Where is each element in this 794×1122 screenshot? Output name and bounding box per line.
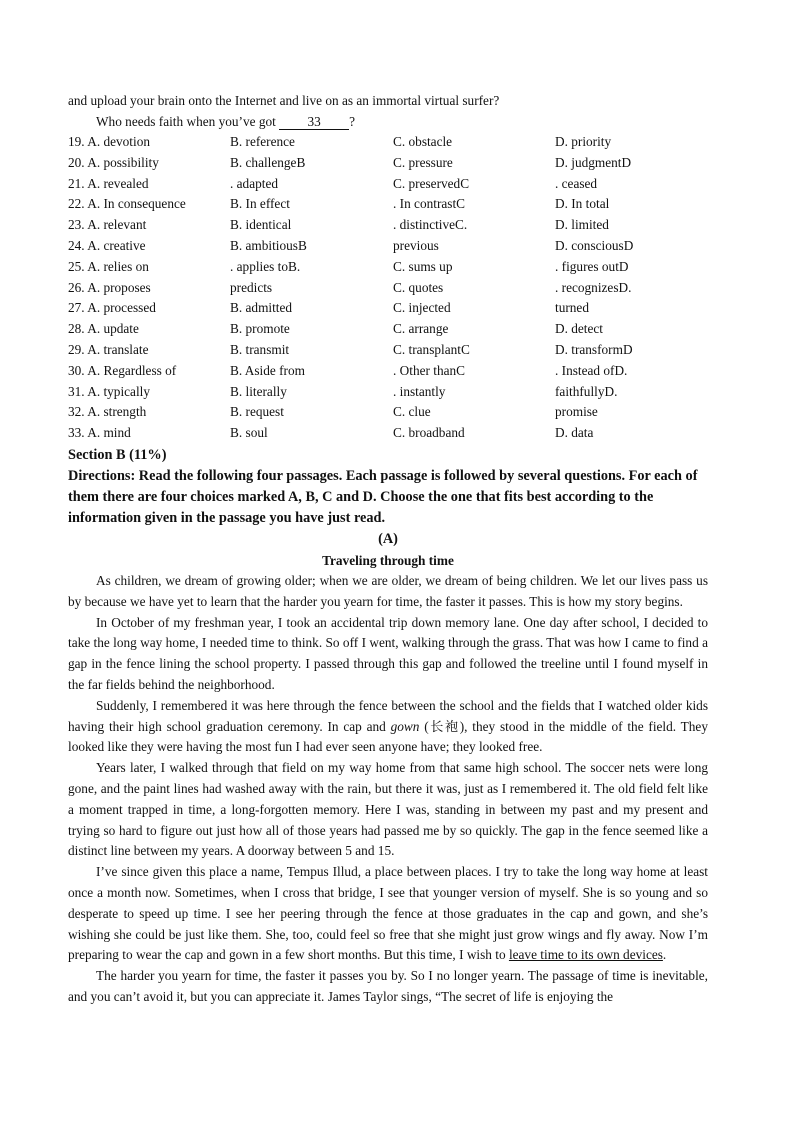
paragraph-4: Years later, I walked through that field on my way home from that same high school. The soccer nets were long gone, and the paint lines had washed away with the rain, but there it was, just as I remembered it. The old field felt like a moment trapped in time, a long-forgotten memory. Here I was, standing in between my past and my present and trying so hard to figure out just how all of those years had passed me by so quickly. The gap in the fence seemed like a distinct line between my years. A doorway between 5 and 15. — [68, 760, 708, 859]
option-cell: . instantly — [393, 383, 446, 399]
answer-blank-33: 33 — [279, 114, 349, 130]
option-row — [68, 340, 708, 361]
option-cell: 30. A. Regardless of — [68, 362, 177, 378]
option-cell: . ceased — [555, 175, 598, 191]
option-row — [68, 278, 708, 299]
option-cell: 29. A. translate — [68, 341, 149, 357]
option-cell: previous — [393, 237, 439, 253]
option-cell: . applies toB. — [230, 258, 301, 274]
option-cell: . distinctiveC. — [393, 217, 468, 233]
option-cell: D. detect — [555, 321, 603, 337]
option-cell: 31. A. typically — [68, 383, 150, 399]
option-row — [68, 215, 708, 236]
option-row — [68, 382, 708, 403]
passage-title: Traveling through time — [322, 552, 454, 568]
option-cell: . recognizesD. — [555, 279, 632, 295]
paragraph-3-part-a: Suddenly, I remembered it was here through the fence between the school and the fields that I watched older kids having their high school graduation ceremony. In cap and — [68, 697, 708, 734]
option-cell: 27. A. processed — [68, 300, 156, 316]
option-cell: C. broadband — [393, 425, 465, 441]
option-row — [68, 361, 708, 382]
paragraph-3 — [68, 696, 708, 758]
option-cell: C. obstacle — [393, 134, 453, 149]
option-cell: B. identical — [230, 217, 292, 233]
section-title: Section B (11%) — [68, 446, 167, 463]
option-cell: 22. A. In consequence — [68, 196, 186, 212]
passage-label: (A) — [378, 530, 398, 547]
option-cell: B. request — [230, 404, 284, 420]
option-cell: D. judgmentD — [555, 154, 632, 170]
option-cell: 23. A. relevant — [68, 217, 147, 233]
option-cell: D. In total — [555, 196, 610, 212]
option-row — [68, 423, 708, 444]
option-cell: 24. A. creative — [68, 237, 146, 253]
question-mark: ? — [349, 114, 356, 129]
option-cell: predicts — [230, 279, 273, 295]
option-row — [68, 402, 708, 423]
option-cell: C. arrange — [393, 321, 449, 337]
option-cell: 20. A. possibility — [68, 154, 159, 170]
option-cell: D. priority — [555, 134, 612, 149]
option-cell: B. literally — [230, 383, 287, 399]
underlined-phrase: leave time to its own devices — [508, 947, 663, 963]
options-table — [68, 132, 708, 444]
option-cell: turned — [555, 300, 589, 316]
paragraph-3-part-b: (长袍), they stood in the middle of the field. They looked like they were having the most fun I had ever seen anyone have; they looked free. — [68, 718, 708, 755]
option-cell: B. transmit — [230, 341, 290, 357]
option-row — [68, 319, 708, 340]
option-cell: . Other thanC — [393, 362, 466, 378]
cloze-tail-line-2 — [68, 111, 708, 132]
option-cell: 33. A. mind — [68, 425, 131, 441]
option-cell: . In contrastC — [393, 196, 466, 212]
italic-gown: gown — [390, 718, 420, 734]
option-row — [68, 174, 708, 195]
option-cell: B. In effect — [230, 196, 290, 212]
option-cell: B. admitted — [230, 300, 293, 316]
option-cell: B. promote — [230, 321, 290, 337]
option-cell: 26. A. proposes — [68, 279, 151, 295]
option-cell: D. limited — [555, 217, 609, 233]
option-row — [68, 194, 708, 215]
option-cell: D. transformD — [555, 341, 633, 357]
option-cell: C. injected — [393, 300, 451, 316]
option-cell: C. clue — [393, 404, 431, 420]
paragraph-1: As children, we dream of growing older; when we are older, we dream of being children. We let our lives pass us by because we have yet to learn that the harder you yearn for time, the faster it passes. This is how my story begins. — [68, 572, 708, 609]
option-cell: D. data — [555, 425, 594, 441]
option-cell: B. challengeB — [230, 154, 306, 170]
option-cell: . figures outD — [555, 258, 629, 274]
option-cell: . adapted — [230, 175, 278, 191]
option-row — [68, 132, 708, 153]
option-cell: faithfullyD. — [555, 383, 618, 399]
option-cell: C. pressure — [393, 154, 453, 170]
option-cell: 28. A. update — [68, 321, 139, 337]
option-cell: 19. A. devotion — [68, 134, 150, 149]
option-row — [68, 298, 708, 319]
option-cell: 32. A. strength — [68, 404, 147, 420]
option-row — [68, 153, 708, 174]
option-row — [68, 236, 708, 257]
cloze-question-text: Who needs faith when you’ve got — [96, 114, 276, 129]
option-cell: B. ambitiousB — [230, 237, 307, 253]
paragraph-5 — [68, 862, 708, 966]
option-cell: C. quotes — [393, 279, 444, 295]
option-cell: B. Aside from — [230, 362, 305, 378]
option-cell: C. preservedC — [393, 175, 470, 191]
option-cell: C. transplantC — [393, 341, 470, 357]
option-row — [68, 257, 708, 278]
exam-page — [68, 90, 708, 1008]
option-cell: promise — [555, 404, 598, 420]
paragraph-6: The harder you yearn for time, the faster it passes you by. So I no longer yearn. The passage of time is inevitable, and you can’t avoid it, but you can appreciate it. James Taylor sings, “The secret of life is enjoying the — [68, 968, 708, 1004]
paragraph-5-part-a: I’ve since given this place a name, Tempus Illud, a place between places. I try to take the long way home at least once a month now. Sometimes, when I cross that bridge, I see that younger version of myself. She is so young and so desperate to speed up time. I see her peering through the fence at those graduates in the cap and gown, and she’s wishing she could be just like them. She, too, could feel so free that she might just grow wings and fly away. Now I’m preparing to wear the cap and gown in a few short months. But this time, I wish to — [68, 864, 708, 963]
paragraph-5-part-b: . — [662, 947, 667, 963]
option-cell: D. consciousD — [555, 237, 634, 253]
option-cell: 21. A. revealed — [68, 175, 149, 191]
option-cell: . Instead ofD. — [555, 362, 628, 378]
option-cell: B. soul — [230, 425, 268, 441]
option-cell: C. sums up — [393, 258, 453, 274]
cloze-tail-line-1: and upload your brain onto the Internet and live on as an immortal virtual surfer? — [68, 93, 500, 108]
option-cell: B. reference — [230, 134, 295, 149]
paragraph-2: In October of my freshman year, I took an accidental trip down memory lane. One day after school, I decided to take the long way home, I needed time to think. So off I went, walking through the grass. That was how I came to find a gap in the fence lining the school property. I passed through this gap and followed the treeline until I found myself in the far fields behind the neighborhood. — [68, 614, 708, 692]
section-directions: Directions: Read the following four passages. Each passage is followed by several questions. For each of them there are four choices marked A, B, C and D. Choose the one that fits best according to the information given in the passage you have just read. — [68, 467, 698, 526]
option-cell: 25. A. relies on — [68, 258, 149, 274]
